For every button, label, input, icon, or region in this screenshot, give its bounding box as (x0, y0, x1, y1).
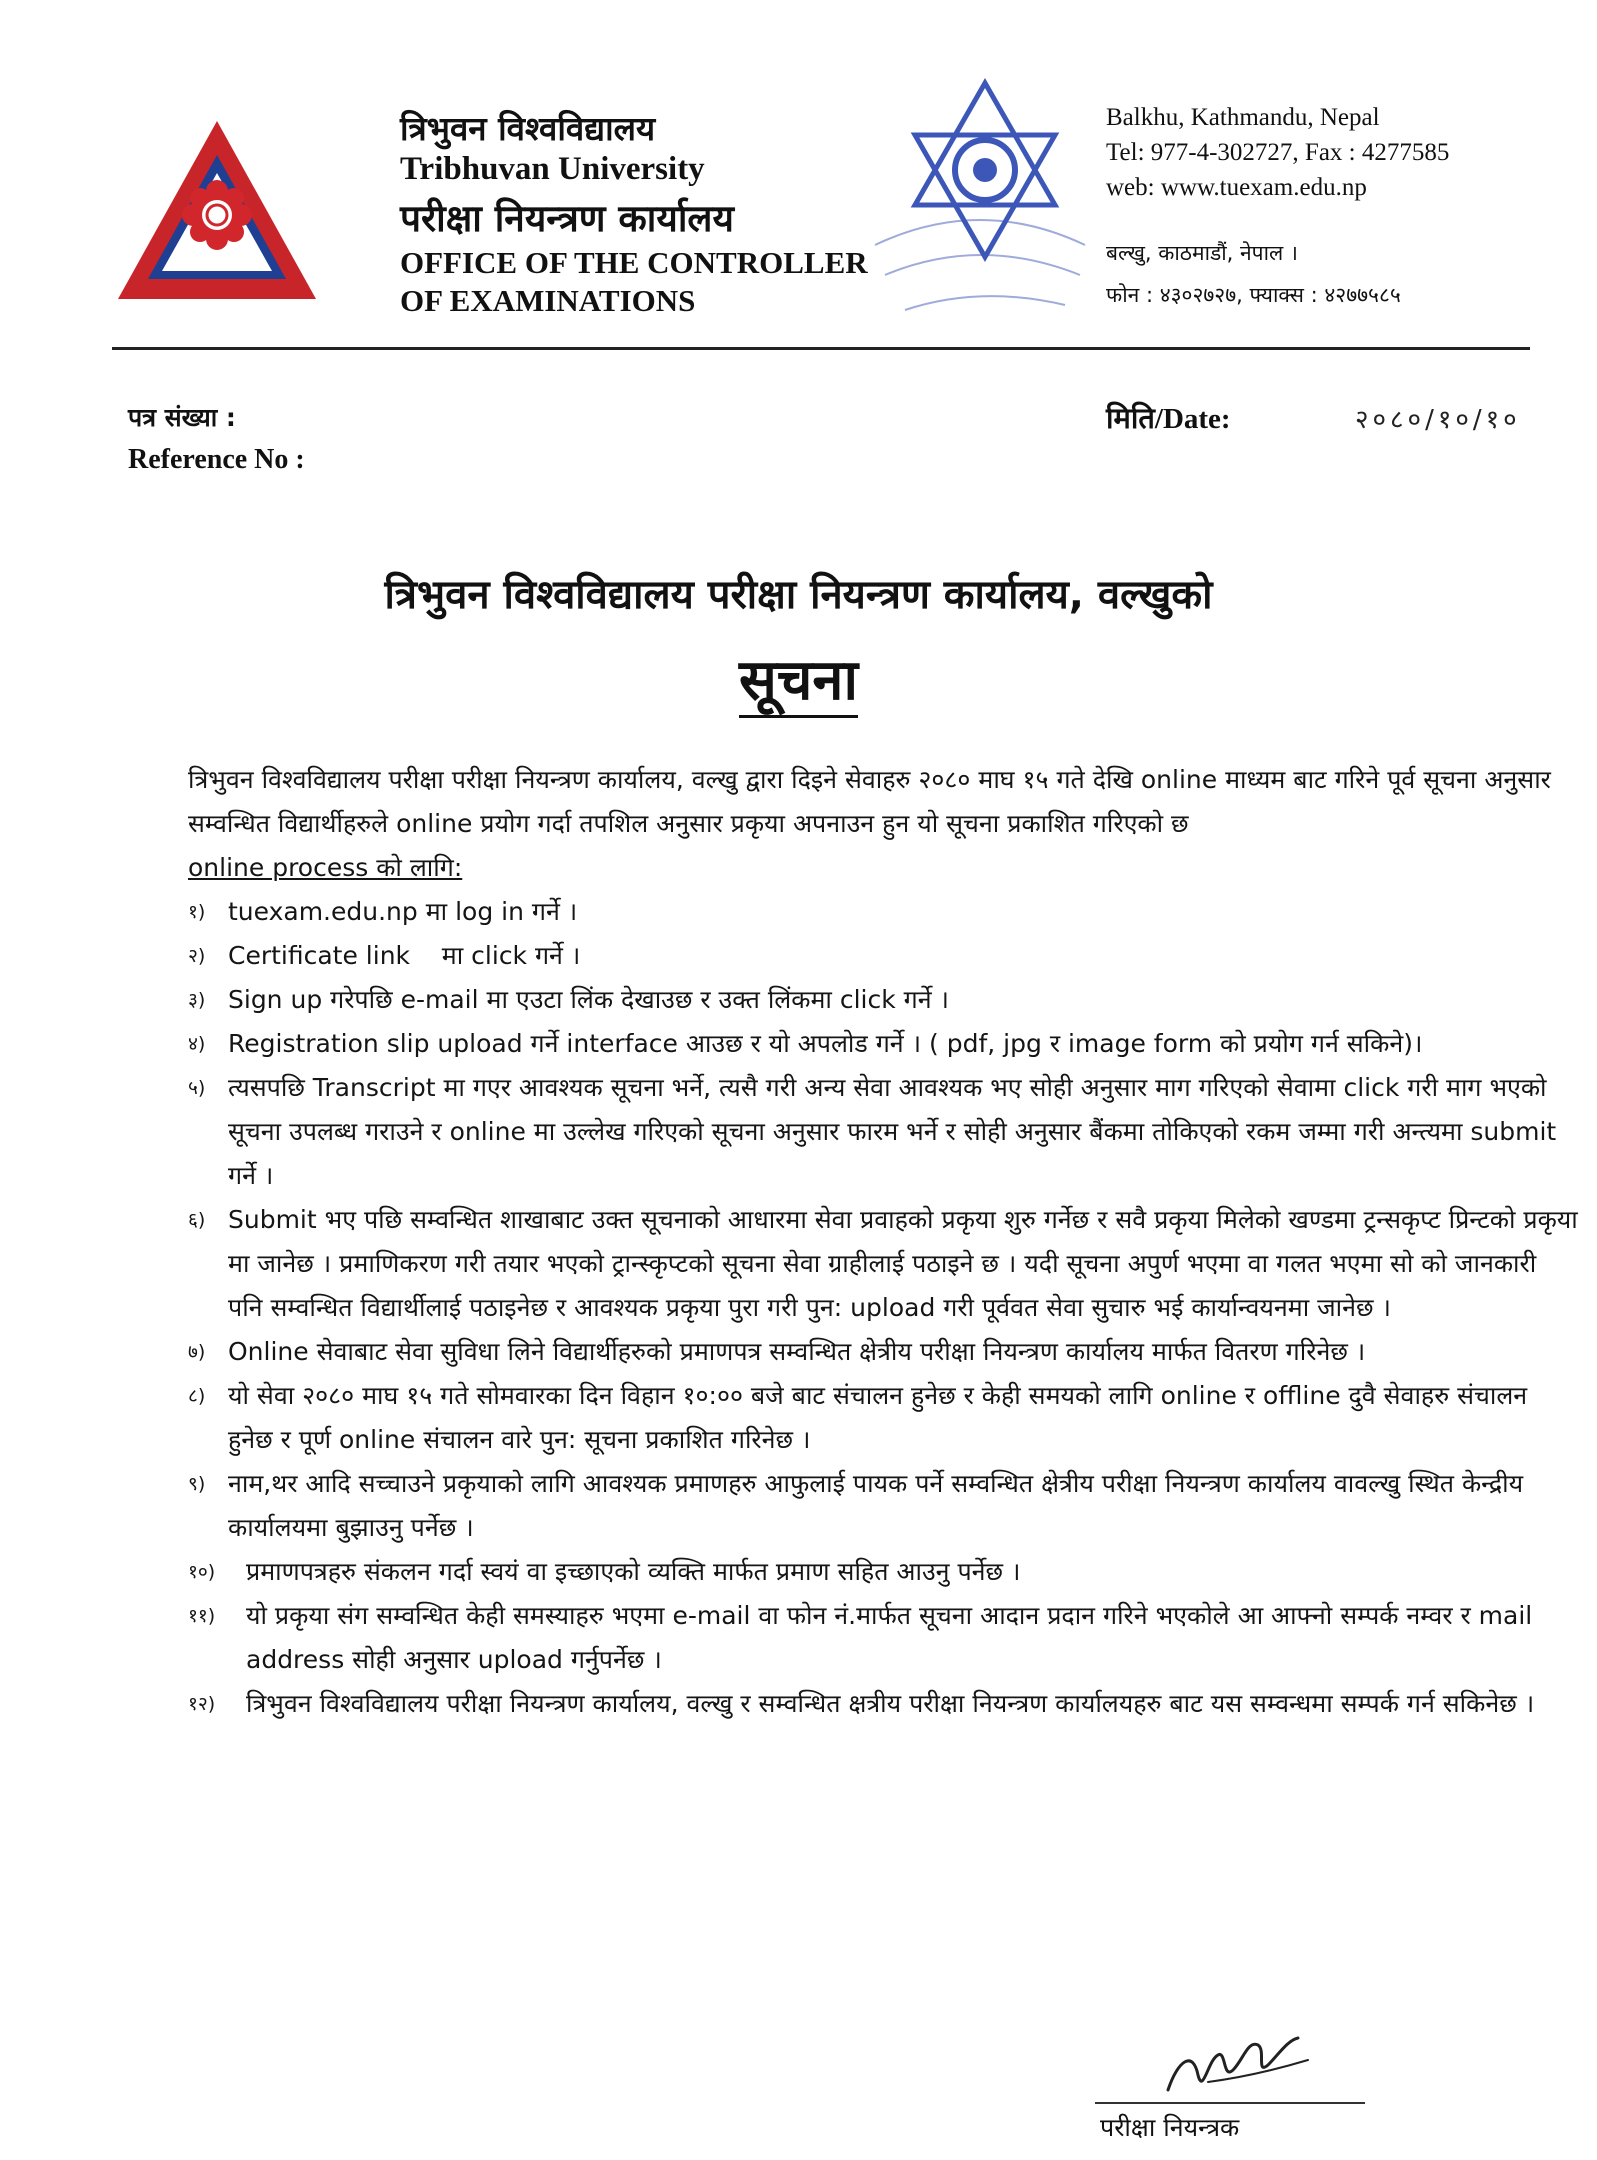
process-heading: online process को लागि: (188, 853, 463, 882)
notice-subject (0, 640, 1597, 716)
university-name-np: त्रिभुवन विश्वविद्यालय (400, 109, 656, 148)
contact-block-en (1106, 100, 1449, 205)
signature-line (1095, 2102, 1365, 2104)
item-number: ९) (188, 1473, 206, 1495)
list-item (188, 1198, 1578, 1330)
item-text: Online सेवाबाट सेवा सुविधा लिने विद्यार्थीहरुको प्रमाणपत्र सम्वन्धित क्षेत्रीय परीक्षा नियन्त्रण कार्यालय मार्फत वितरण गरिनेछ । (228, 1337, 1366, 1366)
office-seal-stamp (865, 205, 1095, 325)
item-number: ७) (188, 1341, 206, 1363)
phone-np: फोन : ४३०२७२७, फ्याक्स : ४२७७५८५ (1106, 283, 1401, 307)
date-label: मिति/Date: (1106, 403, 1231, 435)
list-item (188, 1550, 1578, 1594)
office-name-np: परीक्षा नियन्त्रण कार्यालय (400, 197, 734, 240)
list-item (188, 1462, 1578, 1550)
item-number: १२) (188, 1693, 216, 1715)
intro-paragraph: त्रिभुवन विश्वविद्यालय परीक्षा परीक्षा नियन्त्रण कार्यालय, वल्खु द्वारा दिइने सेवाहरु २०८० माघ १५ गते देखि online माध्यम बाट गरिने पूर्व सूचना अनुसार सम्वन्धित विद्यार्थीहरुले online प्रयोग गर्दा तपशिल अनुसार प्रकृया अपनाउन हुन यो सूचना प्रकाशित गरिएको छ (188, 765, 1551, 838)
item-text: प्रमाणपत्रहरु संकलन गर्दा स्वयं वा इच्छाएको व्यक्ति मार्फत प्रमाण सहित आउनु पर्नेछ । (246, 1557, 1021, 1586)
handwritten-signature (1148, 2020, 1328, 2115)
notice-body (188, 758, 1578, 1726)
reference-label-en: Reference No : (128, 444, 305, 475)
item-text: त्यसपछि Transcript मा गएर आवश्यक सूचना भर्ने, त्यसै गरी अन्य सेवा आवश्यक भए सोही अनुसार माग गरिएको सेवामा click गरी माग भएको सूचना उपलब्ध गराउने र online मा उल्लेख गरिएको सूचना अनुसार फारम भर्ने र सोही अनुसार बैंकमा तोकिएको रकम जम्मा गरी अन्त्यमा submit गर्ने । (228, 1073, 1557, 1190)
item-number: ८) (188, 1385, 206, 1407)
item-text: Sign up गरेपछि e-mail मा एउटा लिंक देखाउछ र उक्त लिंकमा click गर्ने । (228, 985, 950, 1014)
list-item (188, 1374, 1578, 1462)
signatory-designation: परीक्षा नियन्त्रक (1100, 2113, 1240, 2142)
list-item (188, 1022, 1578, 1066)
letterhead-divider (112, 347, 1530, 350)
date-value: २०८०/१०/१० (1355, 405, 1521, 435)
website-en: web: www.tuexam.edu.np (1106, 174, 1367, 201)
list-item (188, 1330, 1578, 1374)
notice-title: त्रिभुवन विश्वविद्यालय परीक्षा नियन्त्रण कार्यालय, वल्खुको (384, 572, 1213, 618)
list-item (188, 1066, 1578, 1198)
list-item (188, 1682, 1578, 1726)
item-text: Submit भए पछि सम्वन्धित शाखाबाट उक्त सूचनाको आधारमा सेवा प्रवाहको प्रकृया शुरु गर्नेछ र सवै प्रकृया मिलेको खण्डमा ट्रन्सकृप्ट प्रिन्टको प्रकृया मा जानेछ । प्रमाणिकरण गरी तयार भएको ट्रान्स्कृप्टको सूचना सेवा ग्राहीलाई पठाइने छ । यदी सूचना अपुर्ण भएमा वा गलत भएमा सो को जानकारी पनि सम्वन्धित विद्यार्थीलाई पठाइनेछ र आवश्यक प्रकृया पुरा गरी पुन: upload गरी पूर्ववत सेवा सुचारु भई कार्यान्वयनमा जानेछ । (228, 1205, 1578, 1322)
office-name-en-line1: OFFICE OF THE CONTROLLER (400, 245, 868, 280)
tel-fax-en: Tel: 977-4-302727, Fax : 4277585 (1106, 139, 1450, 166)
item-number: २) (188, 945, 206, 967)
item-text: यो प्रकृया संग सम्वन्धित केही समस्याहरु भएमा e-mail वा फोन नं.मार्फत सूचना आदान प्रदान गरिने भएकोले आ आफ्नो सम्पर्क नम्वर र mail address सोही अनुसार upload गर्नुपर्नेछ । (246, 1601, 1533, 1674)
list-item (188, 978, 1578, 1022)
item-text: त्रिभुवन विश्वविद्यालय परीक्षा नियन्त्रण कार्यालय, वल्खु र सम्वन्धित क्षत्रीय परीक्षा नियन्त्रण कार्यालयहरु बाट यस सम्वन्धमा सम्पर्क गर्न सकिनेछ । (246, 1689, 1535, 1718)
item-text: Registration slip upload गर्ने interface आउछ र यो अपलोड गर्ने । ( pdf, jpg र image form को प्रयोग गर्न सकिने)। (228, 1029, 1423, 1058)
process-list (188, 890, 1578, 1726)
item-number: १०) (188, 1561, 216, 1583)
address-np: बल्खु, काठमाडौं, नेपाल । (1106, 241, 1298, 265)
item-number: ३) (188, 989, 206, 1011)
contact-block-np (1106, 232, 1401, 316)
item-text: यो सेवा २०८० माघ १५ गते सोमवारका दिन विहान १०:०० बजे बाट संचालन हुनेछ र केही समयको लागि online र offline दुवै सेवाहरु संचालन हुनेछ र पूर्ण online संचालन वारे पुन: सूचना प्रकाशित गरिनेछ । (228, 1381, 1528, 1454)
university-name-en: Tribhuvan University (400, 151, 705, 187)
organization-block (400, 108, 868, 320)
list-item (188, 934, 1578, 978)
item-number: ११) (188, 1605, 216, 1627)
item-number: ५) (188, 1077, 206, 1099)
item-text: Certificate link मा click गर्ने । (228, 941, 581, 970)
list-item (188, 1594, 1578, 1682)
item-number: १) (188, 901, 206, 923)
address-en: Balkhu, Kathmandu, Nepal (1106, 104, 1380, 131)
reference-label-np: पत्र संख्या : (128, 403, 236, 432)
office-name-en-line2: OF EXAMINATIONS (400, 283, 696, 318)
list-item (188, 890, 1578, 934)
item-text: tuexam.edu.np मा log in गर्ने । (228, 897, 578, 926)
item-number: ६) (188, 1209, 206, 1231)
notice-subject-text: सूचना (739, 648, 858, 718)
item-text: नाम,थर आदि सच्चाउने प्रकृयाको लागि आवश्यक प्रमाणहरु आफुलाई पायक पर्ने सम्वन्धित क्षेत्रीय परीक्षा नियन्त्रण कार्यालय वावल्खु स्थित केन्द्रीय कार्यालयमा बुझाउनु पर्नेछ । (228, 1469, 1524, 1542)
university-logo (112, 115, 322, 305)
reference-block (128, 398, 305, 482)
item-number: ४) (188, 1033, 206, 1055)
